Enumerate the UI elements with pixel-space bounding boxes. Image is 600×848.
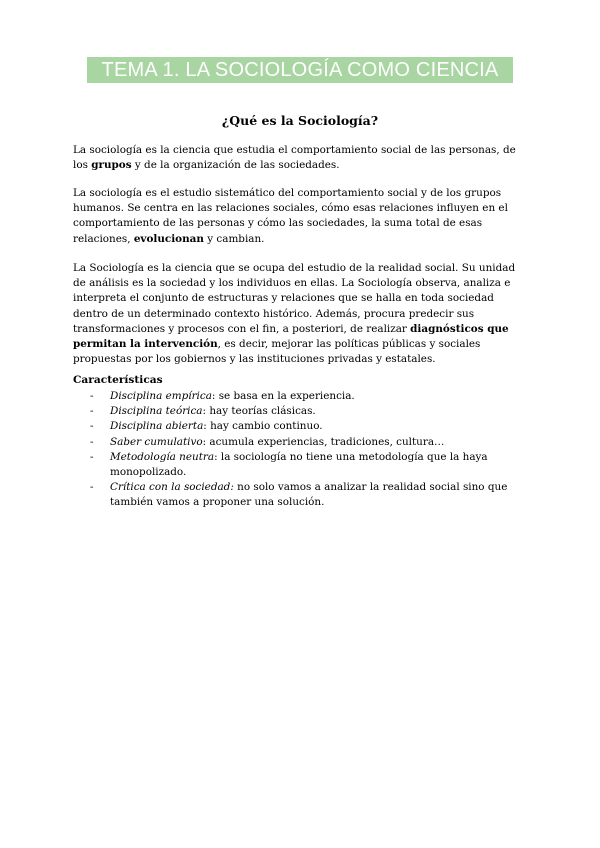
paragraph-text: La sociología es la ciencia que estudia el comportamiento social de las personas, de los	[73, 144, 516, 172]
item-term: Saber cumulativo	[110, 435, 203, 448]
paragraph-text: La Sociología es la ciencia que se ocupa del estudio de la realidad social. Su unidad de análisis es la sociedad y los individuos en ellas. La Sociología observa, analiza e interpreta el conjunto de estructuras y relaciones que se halla en toda sociedad dentro de un determinado contexto histórico. Además, procura predecir sus transformaciones y procesos con el fin, a posteriori, de realizar	[73, 262, 516, 335]
characteristics-list	[73, 389, 529, 511]
section-subtitle: ¿Qué es la Sociología?	[221, 113, 379, 128]
list-dash: -	[90, 420, 94, 433]
paragraph-definition-2	[73, 186, 529, 247]
list-dash: -	[90, 435, 94, 448]
list-item	[73, 480, 529, 510]
list-dash: -	[90, 405, 94, 418]
item-term: Crítica con la sociedad:	[110, 481, 234, 494]
list-dash: -	[90, 390, 94, 402]
item-description: no solo vamos a analizar la realidad social sino que también vamos a proponer una solución.	[110, 481, 508, 509]
paragraph-text: , es decir, mejorar las políticas públicas y sociales propuestas por los gobiernos y las instituciones privadas y estatales.	[73, 338, 481, 366]
item-term: Disciplina abierta	[110, 420, 204, 433]
item-description: : hay cambio continuo.	[203, 420, 323, 433]
item-description: : acumula experiencias, tradiciones, cultura…	[202, 435, 445, 448]
list-item	[73, 419, 529, 434]
item-term: Disciplina empírica	[110, 390, 212, 402]
bold-term: evolucionan	[133, 232, 204, 245]
list-item	[73, 450, 529, 480]
list-item	[73, 389, 529, 404]
paragraph-text: y cambian.	[203, 232, 265, 245]
item-term: Disciplina teórica	[110, 405, 203, 418]
paragraph-definition-1	[73, 143, 529, 173]
bold-term: diagnósticos que permitan la intervención	[73, 322, 509, 351]
item-description: : la sociología no tiene una metodología que la haya monopolizado.	[110, 450, 488, 479]
characteristics-heading: Características	[73, 374, 163, 386]
paragraph-text: y de la organización de las sociedades.	[131, 159, 340, 172]
item-term: Metodología neutra	[110, 450, 215, 463]
list-item	[73, 404, 529, 419]
item-description: : hay teorías clásicas.	[202, 405, 316, 418]
title-highlight	[87, 57, 513, 83]
paragraph-text: La sociología es el estudio sistemático del comportamiento social y de los grupos humanos. Se centra en las relaciones sociales, cómo esas relaciones influyen en el comportamiento de las personas y cómo las sociedades, la suma total de esas relaciones,	[73, 187, 508, 245]
list-dash: -	[90, 450, 94, 463]
paragraph-definition-3	[73, 261, 529, 367]
bold-term: grupos	[91, 159, 132, 172]
page-title: TEMA 1. LA SOCIOLOGÍA COMO CIENCIA	[101, 59, 499, 81]
list-item	[73, 435, 529, 450]
item-description: : se basa en la experiencia.	[211, 390, 355, 402]
list-dash: -	[90, 481, 94, 494]
